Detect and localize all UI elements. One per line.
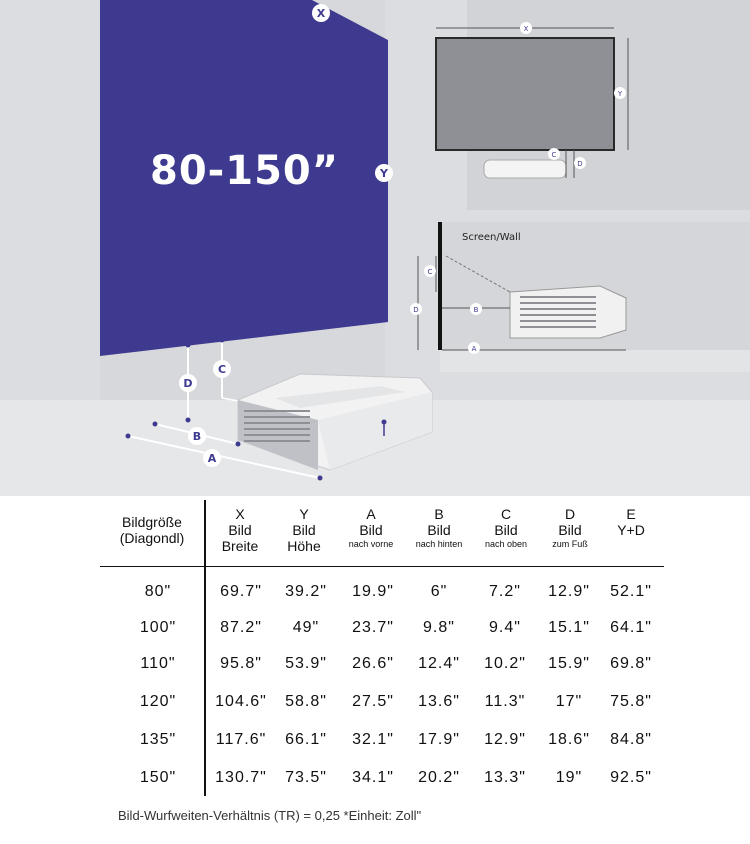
cell-size: 135" [139, 731, 177, 748]
b-marker [188, 427, 206, 445]
cell-b: 17.9" [418, 731, 460, 748]
cell-a: 34.1" [352, 769, 394, 786]
svg-text:Y: Y [380, 167, 388, 180]
cell-y: 58.8" [285, 693, 327, 710]
cell-size: 100" [139, 619, 177, 636]
throw-ratio-note: Bild-Wurfweiten-Verhältnis (TR) = 0,25 *Einheit: Zoll" [118, 808, 422, 823]
header-y: Y Bild Höhe [287, 506, 321, 554]
cell-e: 75.8" [610, 693, 652, 710]
svg-text:A: A [471, 345, 477, 353]
table-row [100, 646, 664, 682]
cell-d: 17" [555, 693, 583, 710]
side-view-inset [410, 222, 750, 372]
cell-a: 23.7" [352, 619, 394, 636]
table-row [100, 722, 664, 758]
dimension-table [100, 500, 664, 796]
cell-a: 26.6" [352, 655, 394, 672]
cell-y: 49" [292, 619, 320, 636]
svg-text:B: B [473, 306, 479, 314]
header-size: Bildgröße (Diagondl) [119, 514, 185, 546]
cell-d: 15.1" [548, 619, 590, 636]
cell-c: 13.3" [484, 769, 526, 786]
cell-c: 9.4" [489, 619, 521, 636]
header-e: E Y+D [617, 506, 645, 538]
svg-text:D: D [413, 306, 419, 314]
screen-wall-label: Screen/Wall [462, 232, 521, 243]
cell-e: 84.8" [610, 731, 652, 748]
cell-b: 6" [430, 583, 448, 600]
cell-x: 117.6" [215, 731, 267, 748]
cell-d: 12.9" [548, 583, 590, 600]
cell-e: 52.1" [610, 583, 652, 600]
cell-b: 12.4" [418, 655, 460, 672]
cell-y: 53.9" [285, 655, 327, 672]
cell-y: 66.1" [285, 731, 327, 748]
cell-c: 12.9" [484, 731, 526, 748]
table-row [100, 610, 664, 646]
svg-text:C: C [427, 268, 433, 276]
svg-text:B: B [192, 430, 202, 443]
cell-a: 32.1" [352, 731, 394, 748]
table-divider-horizontal [100, 566, 664, 567]
header-x: X Bild Breite [221, 506, 259, 554]
cell-x: 95.8" [220, 655, 262, 672]
svg-text:X: X [316, 7, 326, 20]
svg-text:C: C [217, 363, 227, 376]
cell-x: 104.6" [215, 693, 267, 710]
x-marker [312, 4, 330, 22]
header-d: D Bild zum Fuß [552, 506, 588, 549]
cell-y: 39.2" [285, 583, 327, 600]
cell-b: 13.6" [418, 693, 460, 710]
cell-e: 92.5" [610, 769, 652, 786]
header-b: B Bild nach hinten [415, 506, 463, 549]
cell-a: 27.5" [352, 693, 394, 710]
svg-text:D: D [183, 377, 193, 390]
svg-text:A: A [207, 452, 217, 465]
cell-y: 73.5" [285, 769, 327, 786]
cell-b: 20.2" [418, 769, 460, 786]
table-row [100, 574, 664, 610]
cell-size: 120" [139, 693, 177, 710]
cell-size: 150" [139, 769, 177, 786]
cell-c: 7.2" [489, 583, 521, 600]
cell-e: 64.1" [610, 619, 652, 636]
table-row [100, 760, 664, 796]
cell-x: 69.7" [220, 583, 262, 600]
cell-d: 15.9" [548, 655, 590, 672]
c-marker [213, 360, 231, 378]
svg-text:D: D [577, 160, 583, 168]
a-marker [203, 449, 221, 467]
table-row [100, 684, 664, 720]
y-marker [375, 164, 393, 182]
cell-c: 11.3" [484, 693, 526, 710]
d-marker [179, 374, 197, 392]
cell-x: 87.2" [220, 619, 262, 636]
svg-text:C: C [551, 151, 557, 159]
svg-text:Y: Y [617, 90, 623, 98]
cell-a: 19.9" [352, 583, 394, 600]
cell-d: 19" [555, 769, 583, 786]
screen-size-range: 80-150” [150, 148, 340, 194]
cell-e: 69.8" [610, 655, 652, 672]
cell-x: 130.7" [215, 769, 267, 786]
cell-c: 10.2" [484, 655, 526, 672]
header-a: A Bild nach vorne [348, 506, 394, 549]
cell-b: 9.8" [423, 619, 455, 636]
wall-mount-inset [436, 0, 750, 210]
header-c: C Bild nach oben [484, 506, 528, 549]
cell-size: 80" [144, 583, 172, 600]
cell-d: 18.6" [548, 731, 590, 748]
svg-text:X: X [523, 25, 529, 33]
cell-size: 110" [140, 655, 176, 672]
